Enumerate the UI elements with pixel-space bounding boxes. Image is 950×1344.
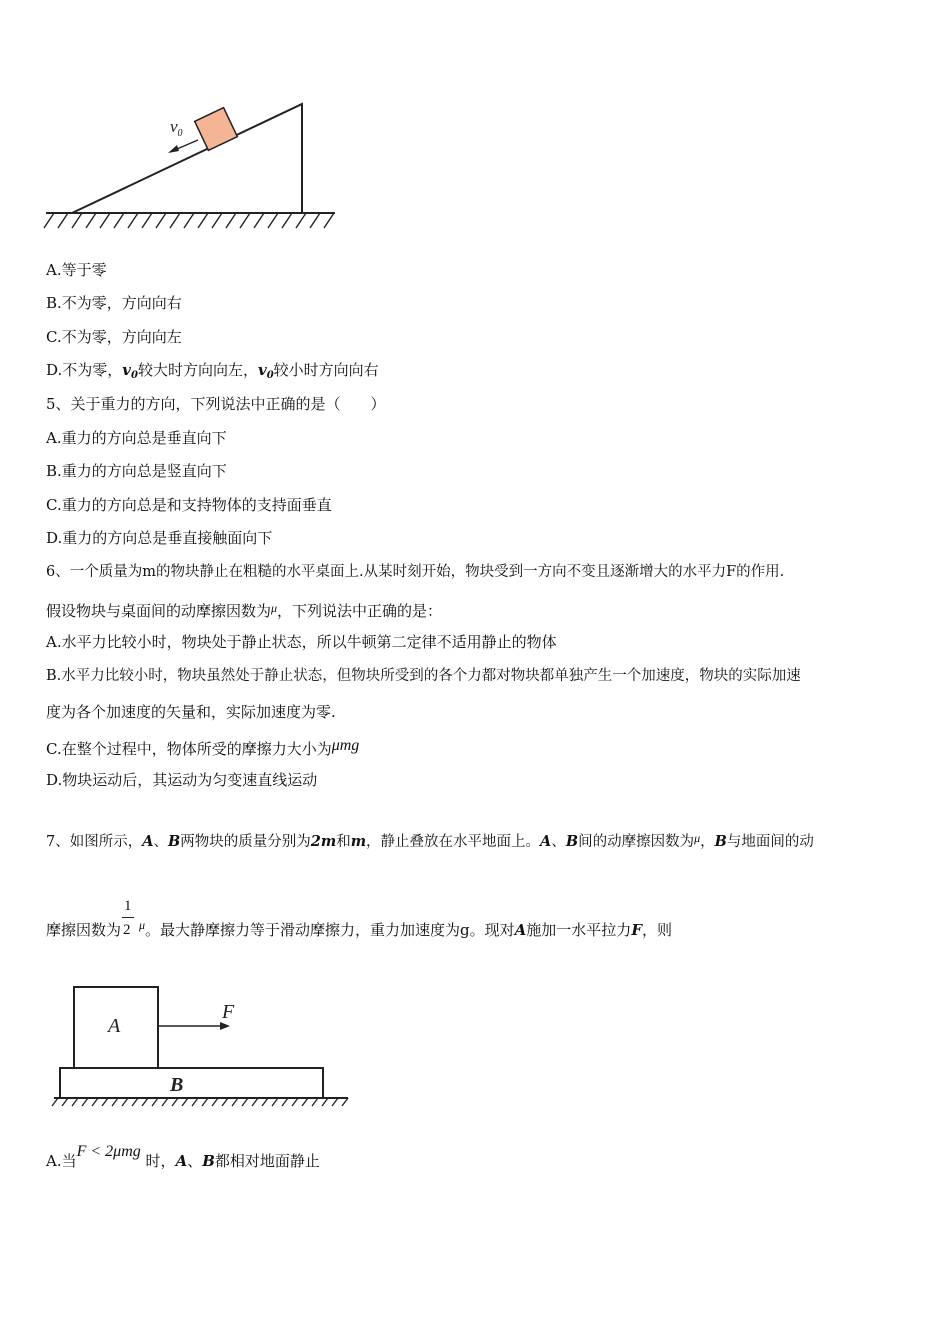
block-a-label: A [108, 1015, 121, 1037]
q4-d-prefix: D.不为零， [46, 361, 123, 379]
q4-option-a: A.等于零 [46, 261, 107, 279]
inequality-formula: F < 2μmg [76, 1143, 141, 1160]
q4-option-d [46, 360, 379, 386]
velocity-label: $v_0$ [170, 117, 183, 139]
q6-option-b-line1: B.水平力比较小时，物块虽然处于静止状态，但物块所受到的各个力都对物块都单独产生一个加速度，物块的实际加速 [46, 668, 801, 684]
q4-d-end: 较小时方向向右 [273, 361, 379, 379]
one-half-fraction: $\frac{1}{2}$ [121, 921, 139, 941]
q5-option-c: C.重力的方向总是和支持物体的支持面垂直 [46, 496, 332, 514]
q5-option-d: D.重力的方向总是垂直接触面向下 [46, 529, 273, 547]
q6-option-c: C.在整个过程中，物体所受的摩擦力大小为μmg [46, 737, 360, 758]
q5-option-a: A.重力的方向总是垂直向下 [46, 429, 227, 447]
q6-stem-line2: 假设物块与桌面间的动摩擦因数为$^\mu$，下列说法中正确的是： [46, 601, 443, 620]
q5-stem: 5、关于重力的方向，下列说法中正确的是（ ） [46, 395, 386, 413]
v0-symbol: $v_0$ [257, 361, 274, 381]
mu-m-g-formula: μmg [331, 737, 360, 754]
q6-option-a: A.水平力比较小时，物块处于静止状态，所以牛顿第二定律不适用静止的物体 [46, 633, 557, 651]
q4-d-mid: 较大时方向向左， [137, 361, 258, 379]
stacked-blocks-figure [48, 980, 368, 1110]
block-b-label: B [170, 1074, 184, 1096]
q7-stem-line1: 7、如图所示，A、B两物块的质量分别为2m和m，静止叠放在水平地面上。A、B间的动摩擦因数为$^\mu$，B与地面间的动 [46, 831, 814, 850]
mu-symbol: μ [139, 918, 146, 932]
v0-symbol: $v_0$ [122, 361, 138, 381]
q7-stem-line2: 摩擦因数为 $\frac{1}{2}$ $^\mu$。最大静摩擦力等于滑动摩擦力，重力加速度为g。现对A施加一水平拉力F，则 [46, 898, 672, 939]
q7-option-a: A.当F < 2μmg 时，A、B都相对地面静止 [46, 1143, 320, 1170]
q6-stem-line1: 6、一个质量为m的物块静止在粗糙的水平桌面上.从某时刻开始，物块受到一方向不变且逐渐增大的水平力F的作用. [46, 564, 785, 580]
q4-option-b: B.不为零，方向向右 [46, 294, 182, 312]
force-label: F [222, 1001, 235, 1023]
q6-option-b-line2: 度为各个加速度的矢量和，实际加速度为零. [46, 703, 336, 721]
sliding-block [195, 108, 238, 151]
q4-option-c: C.不为零，方向向左 [46, 328, 182, 346]
mu-symbol: μ [271, 601, 278, 615]
mu-symbol: μ [694, 831, 701, 845]
q6-option-d: D.物块运动后，其运动为匀变速直线运动 [46, 771, 318, 789]
incline-figure [40, 100, 380, 235]
q5-option-b: B.重力的方向总是竖直向下 [46, 462, 227, 480]
block-b [60, 1068, 323, 1098]
